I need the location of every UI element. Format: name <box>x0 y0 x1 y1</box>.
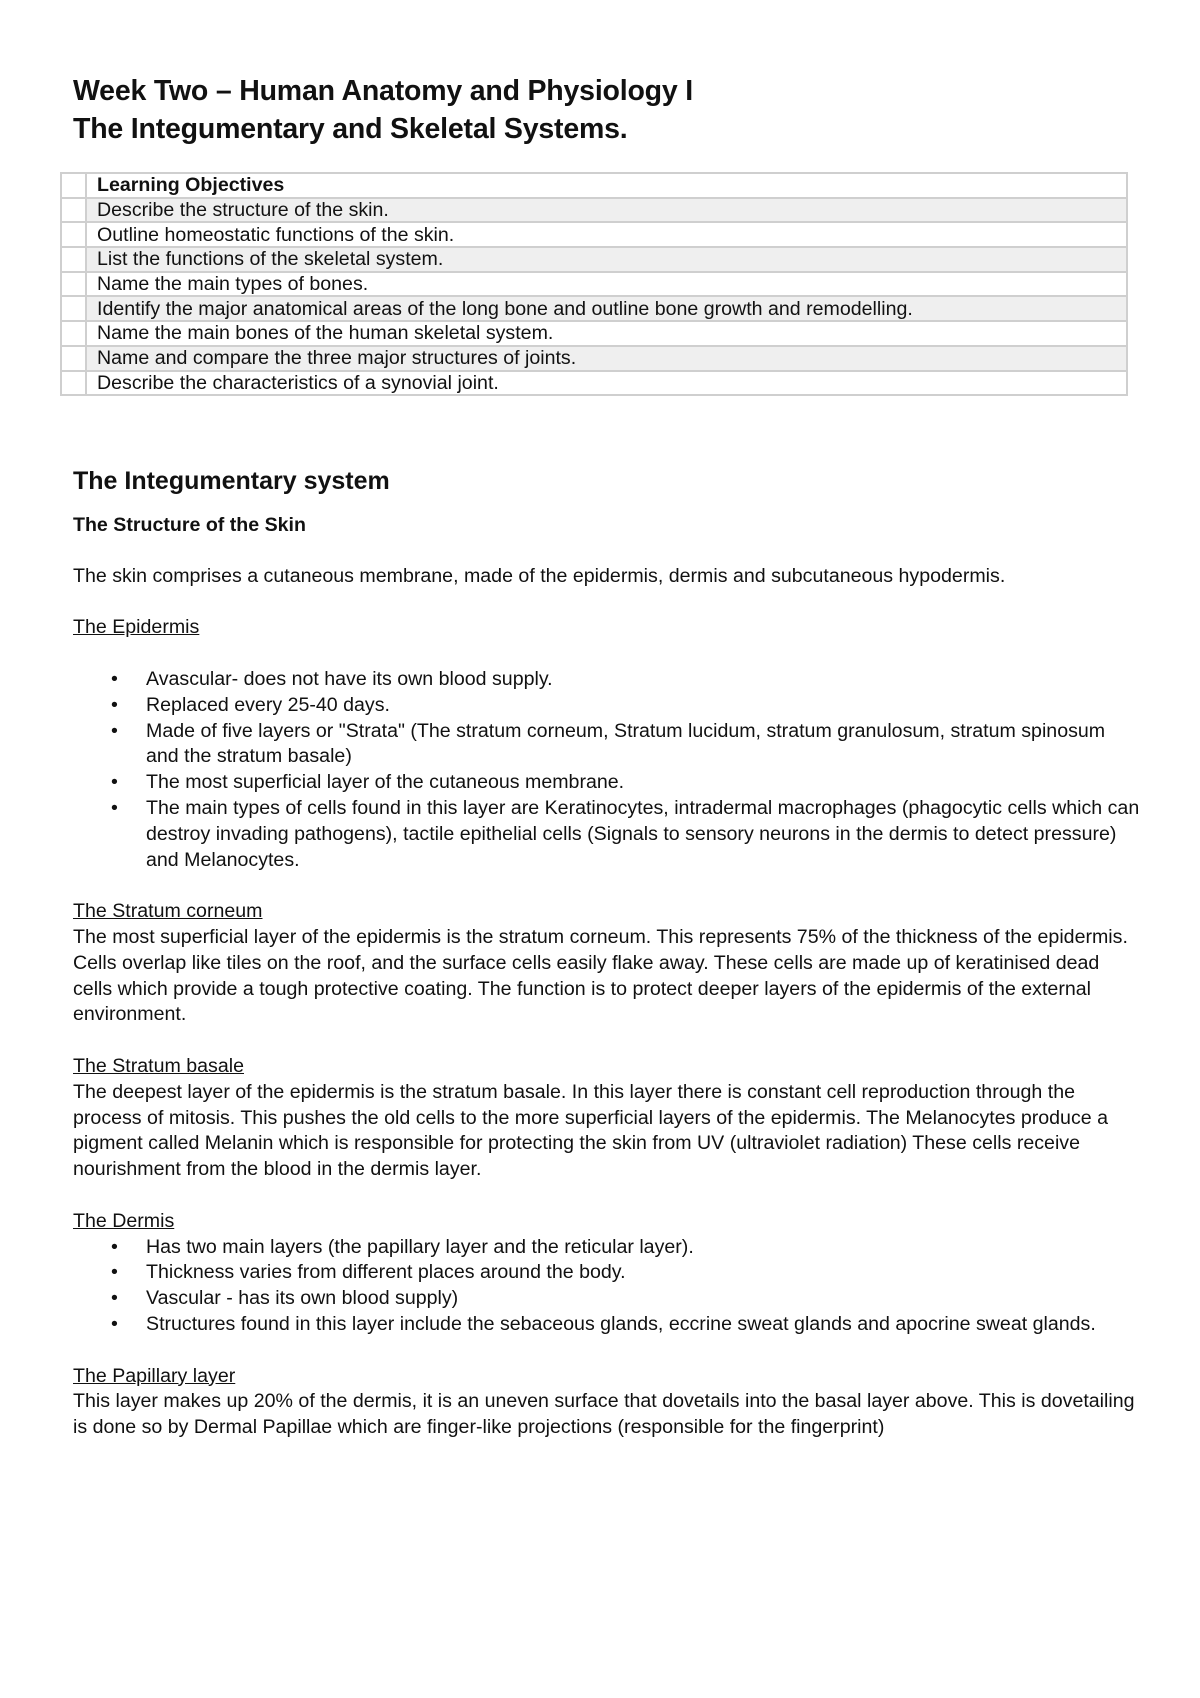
table-cell-num <box>61 321 86 346</box>
table-row <box>61 247 1127 272</box>
list-item: • Avascular- does not have its own blood supply. <box>73 667 1143 693</box>
document-body <box>73 462 1143 1441</box>
table-row <box>61 272 1127 297</box>
section-subtitle: The Structure of the Skin <box>73 514 306 536</box>
table-cell-num <box>61 346 86 371</box>
corneum-heading: The Stratum corneum <box>73 900 263 923</box>
objective-item: List the functions of the skeletal system. <box>86 247 1127 272</box>
papillary-paragraph: This layer makes up 20% of the dermis, it is an uneven surface that dovetails into the basal layer above. This is dovetailing is done so by Dermal Papillae which are finger-like projections (responsible for the fingerprint) <box>73 1390 1135 1439</box>
page-title-line2: The Integumentary and Skeletal Systems. <box>73 113 628 145</box>
papillary-heading: The Papillary layer <box>73 1364 236 1387</box>
learning-objectives-table <box>60 172 1128 396</box>
list-item: • Has two main layers (the papillary layer and the reticular layer). <box>73 1235 1143 1261</box>
objective-item: Describe the structure of the skin. <box>86 198 1127 223</box>
objective-item: Name the main bones of the human skeletal system. <box>86 321 1127 346</box>
page-title-line1: Week Two – Human Anatomy and Physiology I <box>73 75 693 107</box>
objective-item: Describe the characteristics of a synovial joint. <box>86 371 1127 396</box>
basale-heading: The Stratum basale <box>73 1054 244 1077</box>
list-item: • Thickness varies from different places around the body. <box>73 1260 1143 1286</box>
table-cell-num <box>61 198 86 223</box>
epidermis-list <box>73 667 1143 873</box>
table-cell-num <box>61 371 86 396</box>
table-row <box>61 198 1127 223</box>
table-cell-num <box>61 173 86 198</box>
table-cell-num <box>61 222 86 247</box>
list-item: • The main types of cells found in this layer are Keratinocytes, intradermal macrophages (phagocytic cells which can destroy invading pathogens), tactile epithelial cells (Signals to sensory neurons in the dermis to detect pressure) and Melanocytes. <box>73 796 1143 873</box>
objective-item: Outline homeostatic functions of the skin. <box>86 222 1127 247</box>
table-row <box>61 173 1127 198</box>
epidermis-heading: The Epidermis <box>73 616 200 639</box>
list-item: • The most superficial layer of the cutaneous membrane. <box>73 770 1143 796</box>
table-cell-num <box>61 247 86 272</box>
list-item: • Made of five layers or "Strata" (The stratum corneum, Stratum lucidum, stratum granulosum, stratum spinosum and the stratum basale) <box>73 719 1143 771</box>
corneum-paragraph: The most superficial layer of the epidermis is the stratum corneum. This represents 75% of the thickness of the epidermis. Cells overlap like tiles on the roof, and the surface cells easily flake away. These cells are made up of keratinised dead cells which provide a tough protective coating. The function is to protect deeper layers of the epidermis of the external environment. <box>73 925 1128 1026</box>
table-row <box>61 296 1127 321</box>
table-row <box>61 371 1127 396</box>
basale-paragraph: The deepest layer of the epidermis is the stratum basale. In this layer there is constant cell reproduction through the process of mitosis. This pushes the old cells to the more superficial layers of the epidermis. The Melanocytes produce a pigment called Melanin which is responsible for protecting the skin from UV (ultraviolet radiation) These cells receive nourishment from the blood in the dermis layer. <box>73 1080 1108 1181</box>
dermis-list <box>73 1235 1143 1338</box>
list-item: • Replaced every 25-40 days. <box>73 693 1143 719</box>
title-block <box>73 72 1143 148</box>
table-cell-num <box>61 296 86 321</box>
table-cell-num <box>61 272 86 297</box>
table-row <box>61 346 1127 371</box>
section-title: The Integumentary system <box>73 467 390 495</box>
objective-item: Identify the major anatomical areas of the long bone and outline bone growth and remodelling. <box>86 296 1127 321</box>
table-row <box>61 222 1127 247</box>
objective-item: Name the main types of bones. <box>86 272 1127 297</box>
table-row <box>61 321 1127 346</box>
intro-paragraph: The skin comprises a cutaneous membrane, made of the epidermis, dermis and subcutaneous hypodermis. <box>73 564 1006 587</box>
objectives-heading: Learning Objectives <box>86 173 1127 198</box>
list-item: • Vascular - has its own blood supply) <box>73 1286 1143 1312</box>
dermis-heading: The Dermis <box>73 1209 175 1232</box>
list-item: • Structures found in this layer include the sebaceous glands, eccrine sweat glands and apocrine sweat glands. <box>73 1312 1143 1338</box>
objective-item: Name and compare the three major structures of joints. <box>86 346 1127 371</box>
